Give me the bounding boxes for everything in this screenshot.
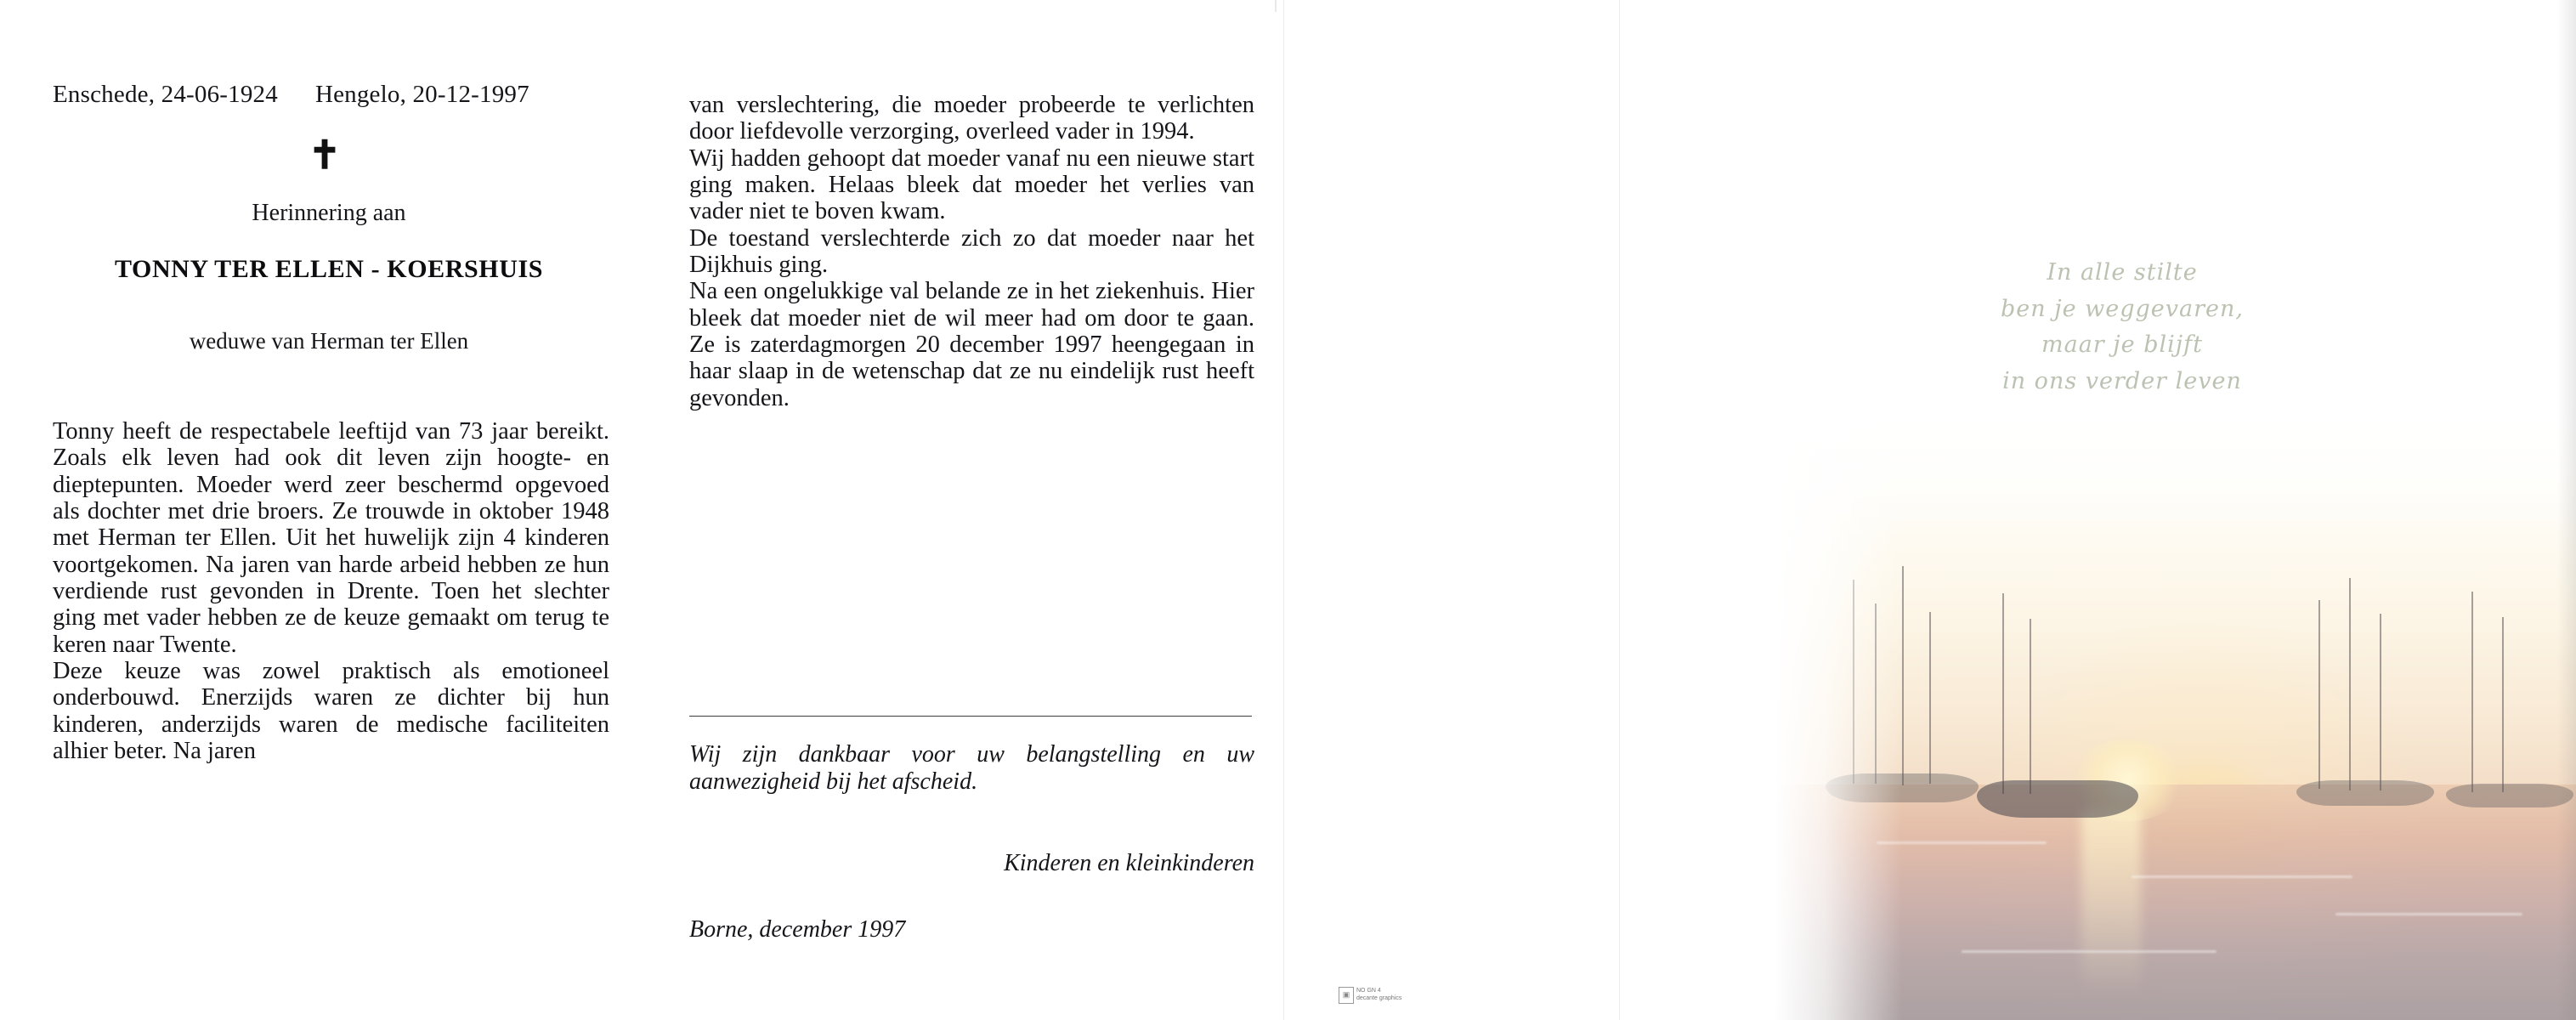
artwork-mast bbox=[2502, 617, 2504, 792]
artwork-mast bbox=[1929, 612, 1931, 784]
printer-mark-line2: decante graphics bbox=[1356, 995, 1402, 1001]
poem-line-1: In alle stilte bbox=[2047, 259, 2198, 286]
panel-fold-left bbox=[1283, 0, 1284, 1020]
poem-line-3: maar je blijft bbox=[2041, 332, 2203, 359]
death-place-date: Hengelo, 20-12-1997 bbox=[314, 81, 529, 108]
section-divider bbox=[689, 716, 1252, 717]
place-date-text: Borne, december 1997 bbox=[689, 916, 906, 943]
birth-place-date: Enschede, 24-06-1924 bbox=[53, 81, 278, 108]
middle-panel bbox=[684, 0, 1279, 1020]
artwork-wave bbox=[1962, 950, 2216, 953]
artwork-hull bbox=[2446, 784, 2573, 808]
thanks-text: Wij zijn dankbaar voor uw belangstelling en uw aanwezigheid bij het afscheid. bbox=[689, 741, 1254, 795]
poem-line-4: in ons verder leven bbox=[2002, 367, 2242, 394]
artwork-mast bbox=[2380, 614, 2381, 790]
paragraph: Wij hadden gehoopt dat moeder vanaf nu een nieuwe start ging maken. Helaas bleek dat moeder het verlies van vader niet te boven kwam. bbox=[689, 144, 1254, 225]
paragraph: De toestand verslechterde zich zo dat moeder naar het Dijkhuis ging. bbox=[689, 224, 1254, 279]
middle-body-text bbox=[689, 92, 1254, 411]
artwork-hull bbox=[2296, 780, 2434, 806]
paragraph: Na een ongelukkige val belande ze in het ziekenhuis. Hier bleek dat moeder niet de wil meer had om door te gaan. Ze is zaterdagmorgen 20 december 1997 heengegaan in haar slaap in de wetenschap dat ze nu eindelijk rust heeft gevonden. bbox=[689, 278, 1254, 411]
left-body-text bbox=[53, 418, 609, 764]
page-edge-shadow bbox=[2557, 0, 2576, 1020]
poem-line-2: ben je weggevaren, bbox=[2000, 295, 2244, 322]
artwork-mast bbox=[2471, 592, 2473, 792]
artwork-mast bbox=[2318, 600, 2320, 789]
artwork-top-fade bbox=[1775, 400, 2576, 527]
printer-mark-text bbox=[1356, 988, 1401, 1003]
printer-mark-line1: NO GN 4 bbox=[1356, 988, 1381, 994]
printer-mark bbox=[1339, 982, 1430, 1009]
artwork-mast bbox=[2349, 578, 2351, 790]
artwork-wave bbox=[1877, 842, 2047, 844]
artwork-mast bbox=[2030, 619, 2031, 794]
widow-line: weduwe van Herman ter Ellen bbox=[189, 328, 469, 354]
signature-text: Kinderen en kleinkinderen bbox=[1004, 850, 1254, 876]
latin-cross-icon: ✝ bbox=[308, 133, 342, 177]
artwork-wave bbox=[2132, 876, 2352, 878]
paragraph: Tonny heeft de respectabele leeftijd van 73 jaar bereikt. Zoals elk leven had ook dit leven zijn hoogte- en dieptepunten. Moeder werd zeer beschermd opgevoed als dochter met drie broers. Ze trouwde in oktober 1948 met Herman ter Ellen. Uit het huwelijk zijn 4 kinderen voortgekomen. Na jaren van harde arbeid hebben ze hun verdiende rust gevonden in Drente. Toen het slechter ging met vader hebben ze de keuze gemaakt om terug te keren naar Twente. bbox=[53, 418, 609, 658]
artwork-mast bbox=[2002, 593, 2004, 794]
artwork-sun-reflection bbox=[2081, 809, 2141, 996]
dates-line bbox=[53, 81, 648, 109]
watercolour-harbour-sunset-artwork bbox=[1775, 400, 2576, 1020]
deceased-name: TONNY TER ELLEN - KOERSHUIS bbox=[114, 255, 544, 283]
artwork-boat bbox=[1977, 780, 2138, 818]
poem-text bbox=[1939, 255, 2305, 400]
artwork-mast bbox=[1902, 566, 1904, 785]
paragraph: van verslechtering, die moeder probeerde te verlichten door liefdevolle verzorging, overleed vader in 1994. bbox=[689, 92, 1254, 145]
artwork-wave bbox=[2335, 913, 2522, 915]
memorial-intro: Herinnering aan bbox=[252, 200, 406, 226]
right-panel bbox=[1623, 0, 2576, 1020]
panel-fold-right bbox=[1619, 0, 1620, 1020]
printer-logo-icon: ▣ bbox=[1339, 987, 1354, 1004]
paragraph: Deze keuze was zowel praktisch als emotioneel onderbouwd. Enerzijds waren ze dichter bij hun kinderen, anderzijds waren de medische faciliteiten alhier beter. Na jaren bbox=[53, 658, 609, 765]
